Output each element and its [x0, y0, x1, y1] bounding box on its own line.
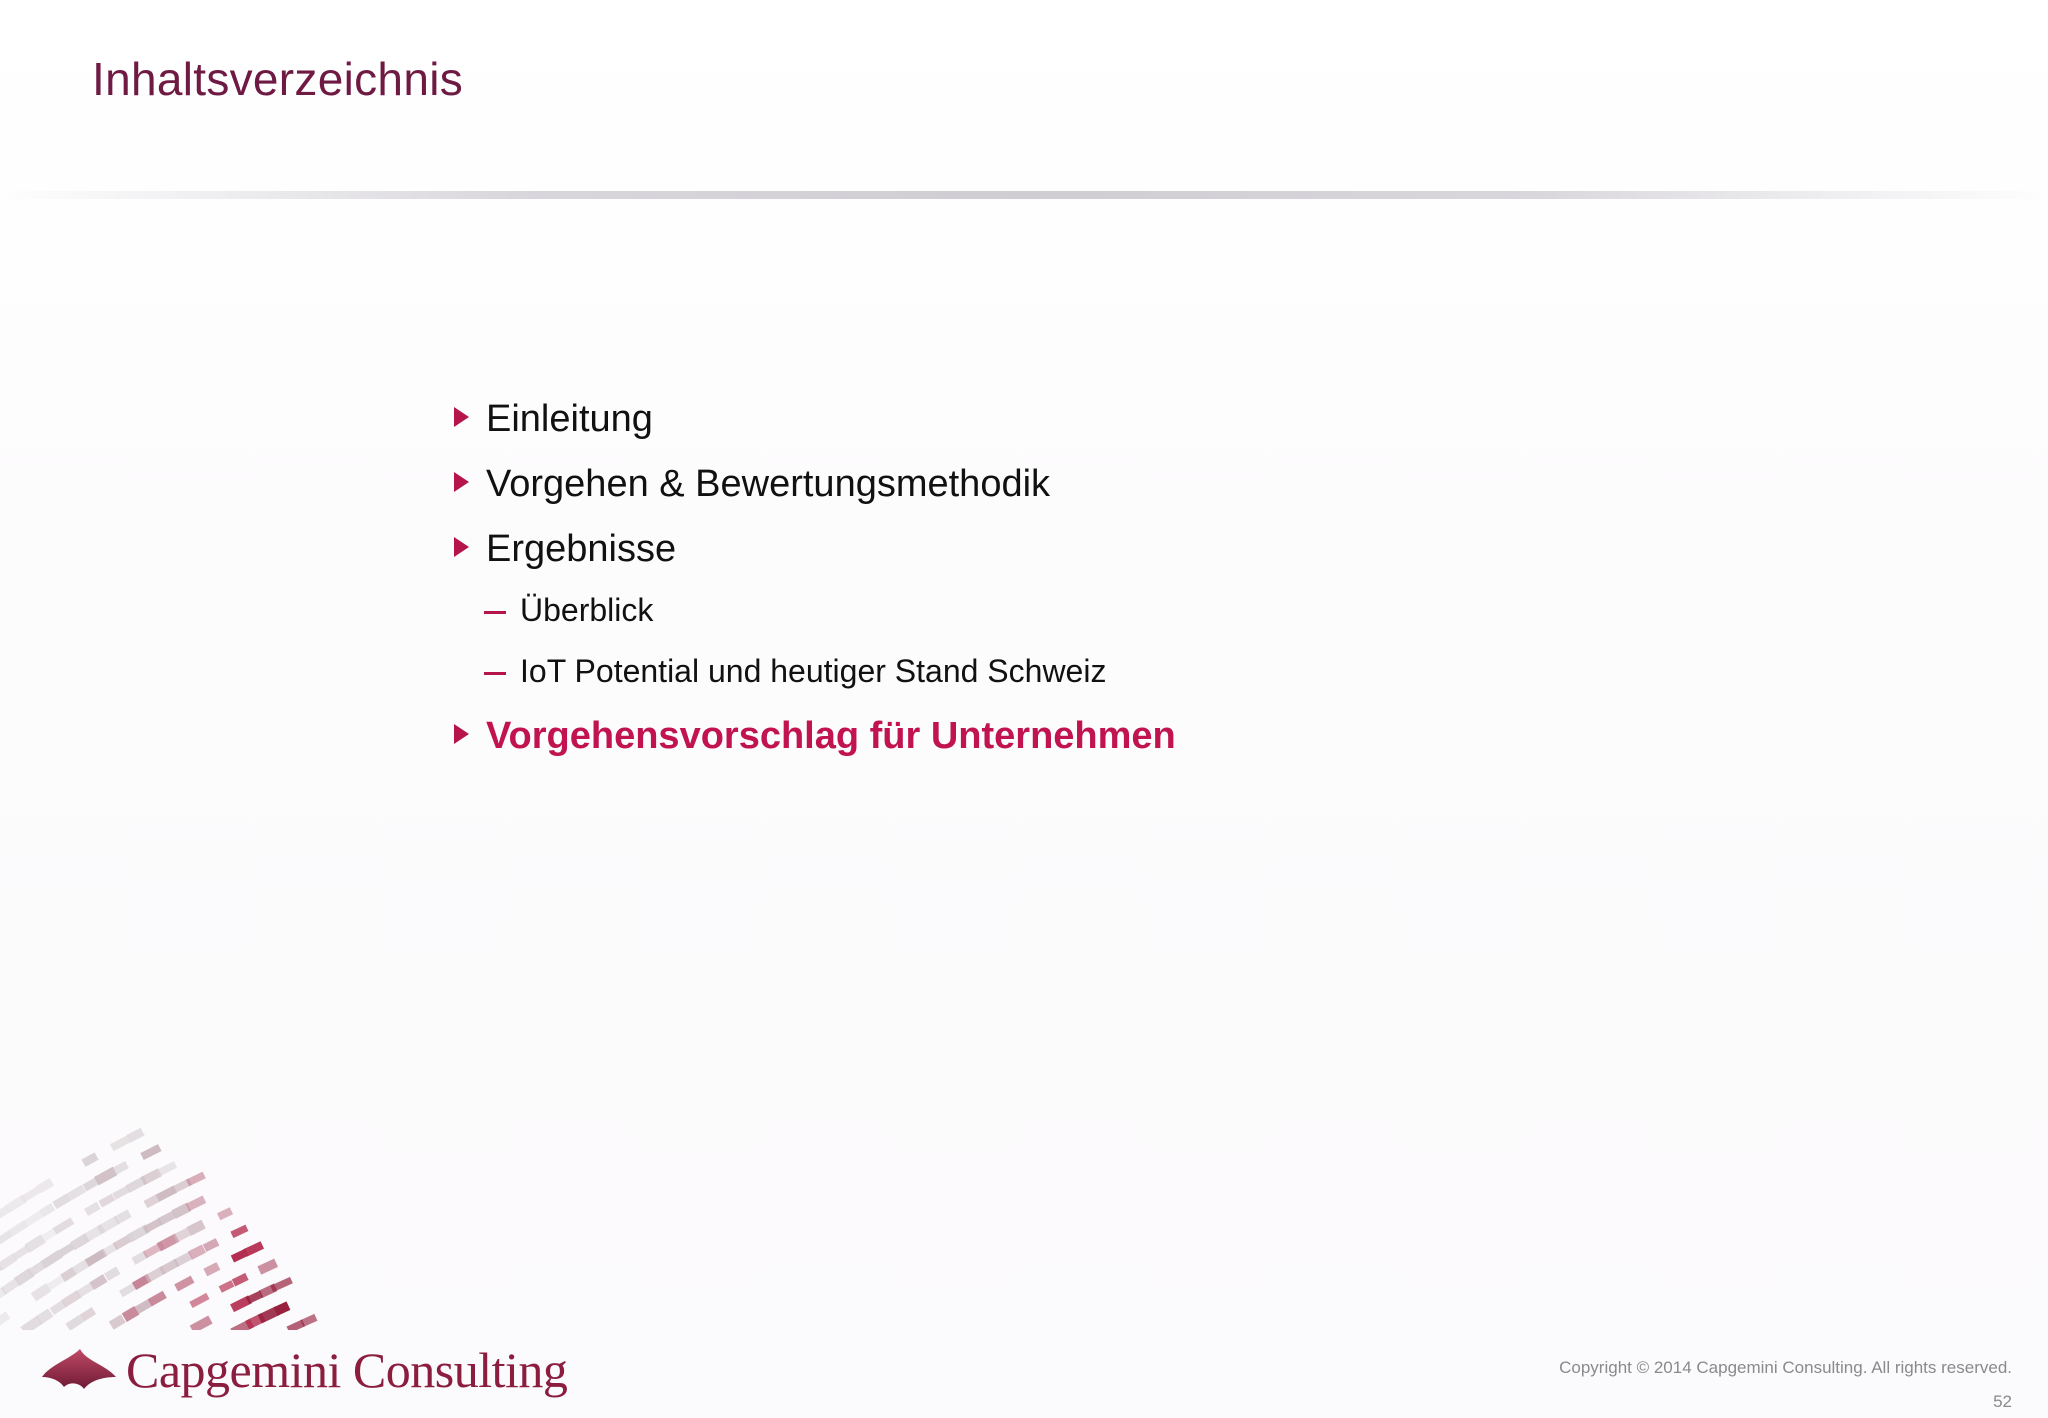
swirl-tile	[186, 1172, 206, 1187]
swirl-tile	[270, 1277, 293, 1292]
swirl-tile	[84, 1202, 101, 1216]
swirl-tile	[190, 1316, 213, 1330]
swirl-tile	[148, 1291, 167, 1307]
swirl-tile	[46, 1276, 64, 1291]
swirl-tile	[230, 1225, 248, 1238]
swirl-tile	[186, 1196, 207, 1212]
swirl-tile	[67, 1185, 86, 1201]
page-number: 52	[1993, 1392, 2012, 1411]
swirl-tile	[0, 1311, 10, 1328]
toc-subitem-label: Überblick	[520, 592, 654, 628]
swirl-tile	[110, 1135, 131, 1151]
swirl-tile	[23, 1211, 43, 1227]
toc-item-label: Einleitung	[486, 398, 653, 440]
swirl-tile	[140, 1144, 161, 1160]
swirl-tile	[189, 1293, 209, 1308]
decorative-pixel-swirl	[0, 970, 680, 1330]
toc-item-label: Ergebnisse	[486, 528, 677, 570]
swirl-tile	[20, 1186, 40, 1202]
swirl-tiles	[0, 1128, 317, 1330]
swirl-tile	[219, 1280, 235, 1293]
toc-item-ergebnisse	[450, 522, 1176, 587]
swirl-tile	[300, 1314, 317, 1327]
triangle-bullet-icon	[454, 407, 469, 427]
toc-subitem-ueberblick	[450, 587, 1176, 648]
swirl-tile	[98, 1194, 115, 1208]
company-logo	[40, 1340, 567, 1400]
toc-item-label-active: Vorgehensvorschlag für Unternehmen	[486, 715, 1176, 757]
toc-item-label: Vorgehen & Bewertungsmethodik	[486, 463, 1051, 505]
swirl-tile	[174, 1276, 194, 1292]
triangle-bullet-icon	[454, 472, 469, 492]
toc-subitem-iot-potential	[450, 648, 1176, 709]
dash-bullet-icon	[484, 672, 506, 675]
copyright-notice: Copyright © 2014 Capgemini Consulting. All rights reserved.	[1559, 1358, 2012, 1377]
swirl-tile	[155, 1161, 177, 1177]
toc-item-einleitung	[450, 392, 1176, 457]
table-of-contents	[450, 392, 1176, 774]
swirl-tile	[243, 1241, 264, 1256]
dash-bullet-icon	[484, 611, 506, 614]
title-divider	[0, 191, 2048, 199]
page-title: Inhaltsverzeichnis	[92, 53, 464, 105]
toc-item-vorgehen	[450, 457, 1176, 522]
toc-subitem-label: IoT Potential und heutiger Stand Schweiz	[520, 653, 1107, 689]
swirl-tile	[203, 1262, 220, 1276]
swirl-tile	[257, 1259, 278, 1275]
swirl-tile	[217, 1207, 233, 1220]
triangle-bullet-icon	[454, 537, 469, 557]
spade-logo-icon	[40, 1347, 118, 1393]
swirl-tile	[203, 1238, 220, 1252]
logo-wordmark: Capgemini Consulting	[126, 1342, 568, 1398]
swirl-tile	[81, 1152, 98, 1167]
swirl-tile	[53, 1217, 75, 1234]
triangle-bullet-icon	[454, 724, 469, 744]
swirl-tile	[232, 1273, 249, 1287]
swirl-tile	[109, 1314, 126, 1329]
swirl-tile	[104, 1267, 120, 1281]
toc-item-vorgehensvorschlag	[450, 709, 1176, 774]
